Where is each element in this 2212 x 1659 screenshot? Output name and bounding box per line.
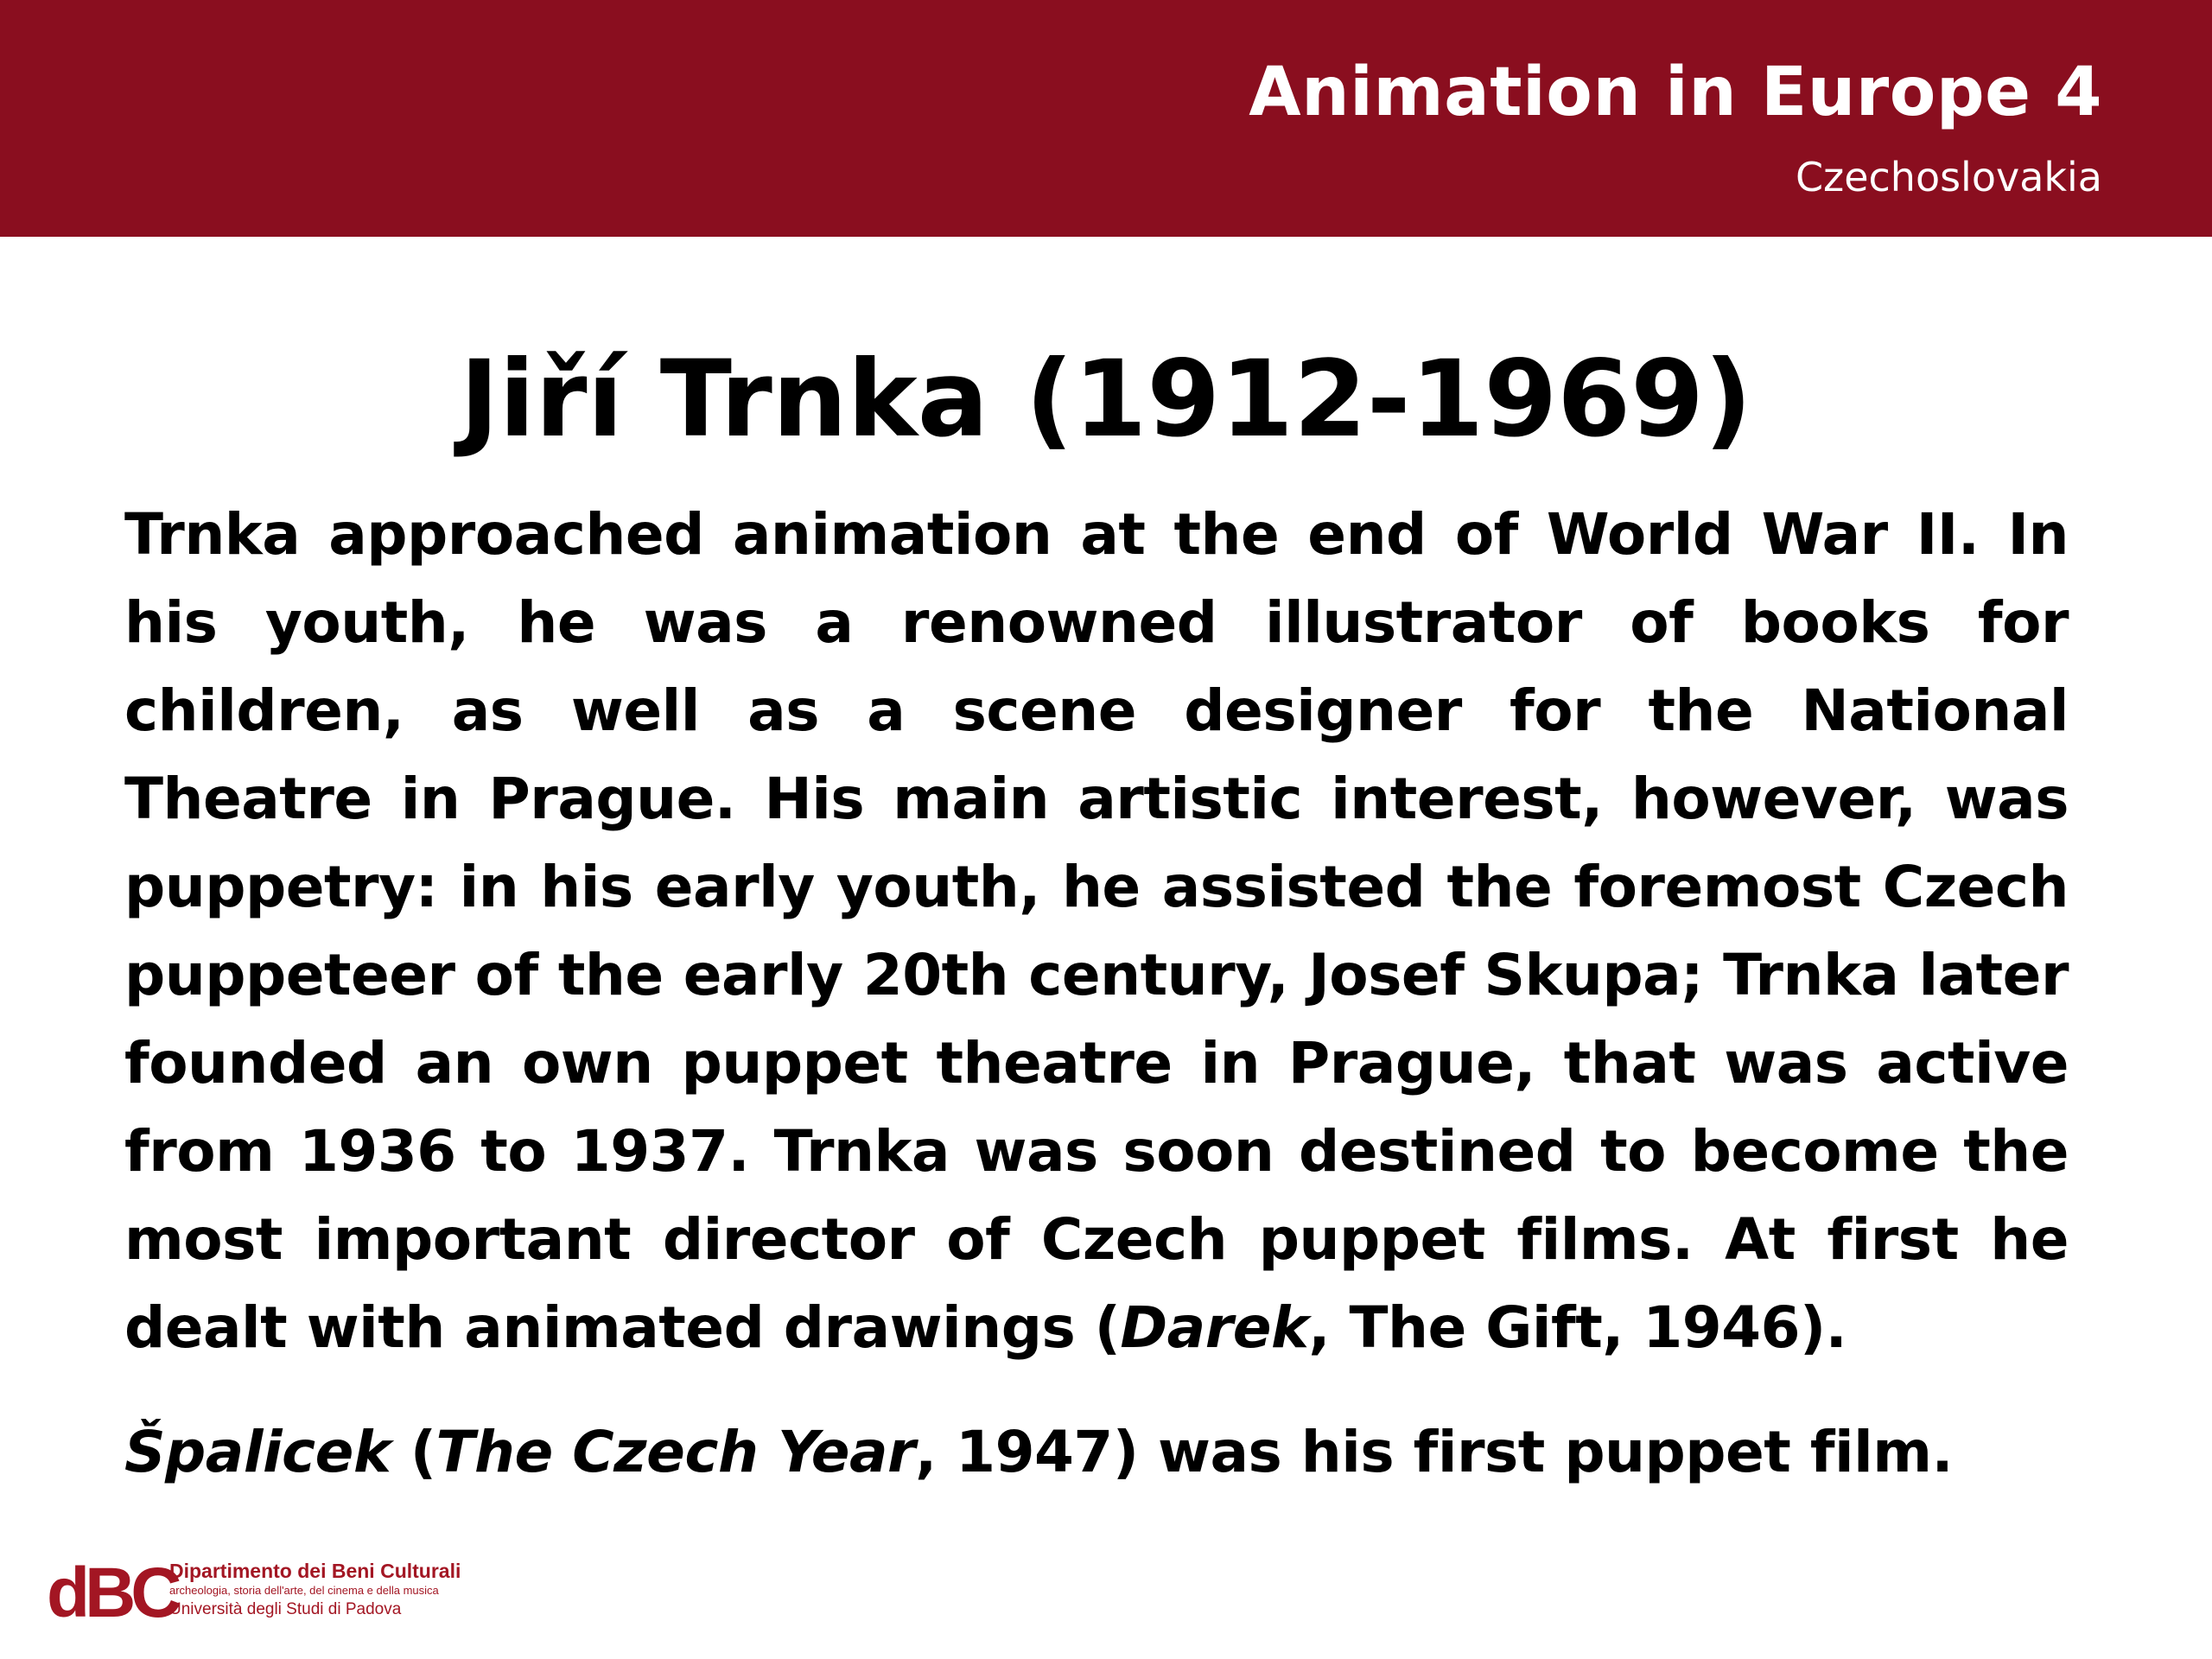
film-title-darek: Darek — [1120, 1294, 1309, 1361]
presentation-title: Animation in Europe 4 — [1249, 54, 2102, 131]
open-paren: ( — [391, 1419, 436, 1485]
department-name: Dipartimento dei Beni Culturali — [169, 1560, 461, 1582]
department-description: archeologia, storia dell'arte, del cinema e della musica — [169, 1584, 439, 1597]
second-paragraph — [124, 1408, 2069, 1497]
presentation-subtitle: Czechoslovakia — [1795, 154, 2102, 200]
body-paragraph — [124, 491, 2069, 1372]
second-paragraph-text: , 1947) was his first puppet film. — [915, 1419, 1954, 1485]
slide-title: Jiří Trnka (1912-1969) — [460, 338, 1752, 461]
paragraph-text: Trnka approached animation at the end of World War II. In his youth, he was a renowned illustrator of books for children, as well as a scene designer for the National Theatre in Prague. His main artistic interest, however, was puppetry: in his early youth, he assisted the foremost Czech puppeteer of the early 20th century, Josef Skupa; Trnka later founded an own puppet theatre in Prague, that was active from 1936 to 1937. Trnka was soon destined to become the most important director of Czech puppet films. At first he dealt with animated drawings ( — [124, 501, 2069, 1361]
paragraph-text-end: , The Gift, 1946). — [1308, 1294, 1847, 1361]
header-banner — [0, 0, 2212, 237]
department-name-block — [169, 1559, 461, 1621]
dbc-logo-mark: dBC — [47, 1554, 177, 1632]
university-name: Università degli Studi di Padova — [169, 1600, 402, 1618]
film-title-spalicek: Špalicek — [124, 1419, 391, 1485]
department-logo — [47, 1550, 496, 1637]
film-english-title: The Czech Year — [435, 1419, 916, 1485]
